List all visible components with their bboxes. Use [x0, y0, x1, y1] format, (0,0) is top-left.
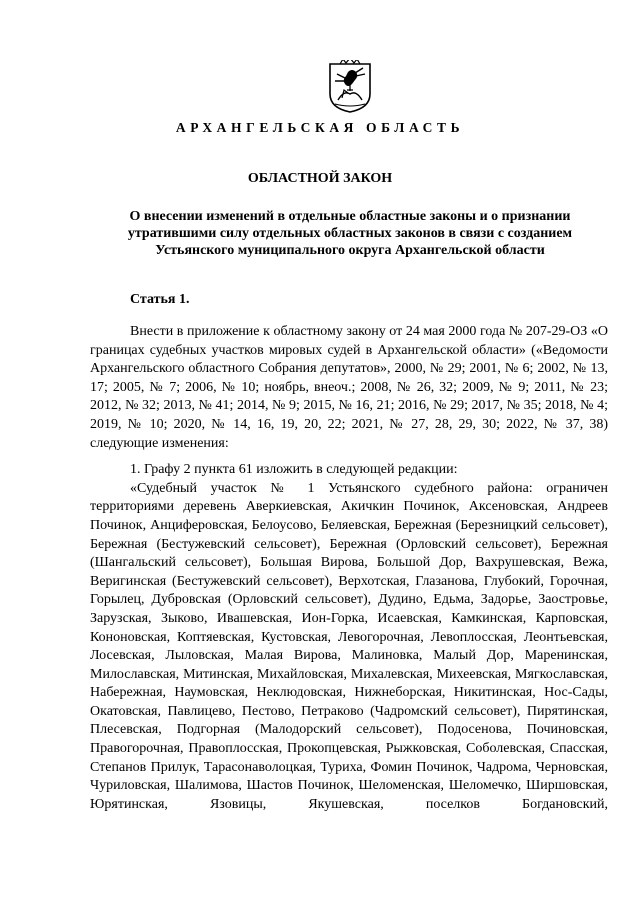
- coat-of-arms-icon: [326, 60, 374, 114]
- article-heading: Статья 1.: [130, 292, 190, 307]
- article-body: [90, 323, 608, 814]
- law-title: О внесении изменений в отдельные областные законы и о признании утратившими силу отдельных областных законов в связи с созданием Устьянского муниципального округа Архангельской области: [127, 209, 573, 258]
- region-name: АРХАНГЕЛЬСКАЯ ОБЛАСТЬ: [175, 120, 465, 135]
- article-intro: Внести в приложение к областному закону от 24 мая 2000 года № 207-29-ОЗ «О границах судебных участков мировых судей в Архангельской области» («Ведомости Архангельского областного Собрания депутатов», 2000, № 29; 2001, № 6; 2002, № 13, 17; 2005, № 7; 2006, № 10; ноябрь, внеоч.; 2008, № 26, 32; 2009, № 9; 2011, № 23; 2012, № 32; 2013, № 41; 2014, № 9; 2015, № 16, 21; 2016, № 29; 2017, № 35; 2018, № 4; 2019, № 10; 2020, № 14, 16, 19, 20, 22; 2021, № 27, 28, 29, 30; 2022, № 37, 38) следующие изменения:: [90, 324, 608, 451]
- clause-1: 1. Графу 2 пункта 61 изложить в следующей редакции:: [130, 462, 458, 478]
- document-type: ОБЛАСТНОЙ ЗАКОН: [247, 171, 393, 186]
- clause-1-quote: «Судебный участок № 1 Устьянского судебного района: ограничен территориями деревень Аверкиевская, Акичкин Починок, Аксеновская, Андреев Починок, Анциферовская, Белоусово, Беляевская, Бережная (Березницкий сельсовет), Бережная (Бестужевский сельсовет), Бережная (Орловский сельсовет), Бережная (Шангальский сельсовет), Большая Вирова, Большой Дор, Вахрушевская, Вежа, Веригинская (Бестужевский сельсовет), Верхотская, Глазанова, Глубокий, Горочная, Горылец, Дубровская (Орловский сельсовет), Дудино, Едьма, Задорье, Заостровье, Зарузская, Зыково, Ивашевская, Ион-Горка, Исаевская, Камкинская, Карповская, Кононовская, Коптяевская, Кустовская, Левогорочная, Левоплосская, Леонтьевская, Лосевская, Лыловская, Малая Вирова, Малиновка, Малый Дор, Маренинская, Милославская, Митинская, Михайловская, Михалевская, Михеевская, Мягкославская, Набережная, Наумовская, Неклюдовская, Нижнеборская, Никитинская, Нос-Сады, Окатовская, Павлицево, Пестово, Петраково (Чадромский сельсовет), Пирятинская, Плесевская, Подгорная (Малодорский сельсовет), Подосенова, Починовская, Правогорочная, Правоплосская, Прокопцевская, Рыжковская, Соболевская, Спасская, Степанов Прилук, Тарасонаволоцкая, Туриха, Фомин Починок, Чадрома, Черновская, Чуриловская, Шалимова, Шастов Починок, Шеломенская, Шеломечко, Ширшовская, Юрятинская, Язовицы, Якушевская, поселков Богдановский,: [90, 480, 608, 812]
